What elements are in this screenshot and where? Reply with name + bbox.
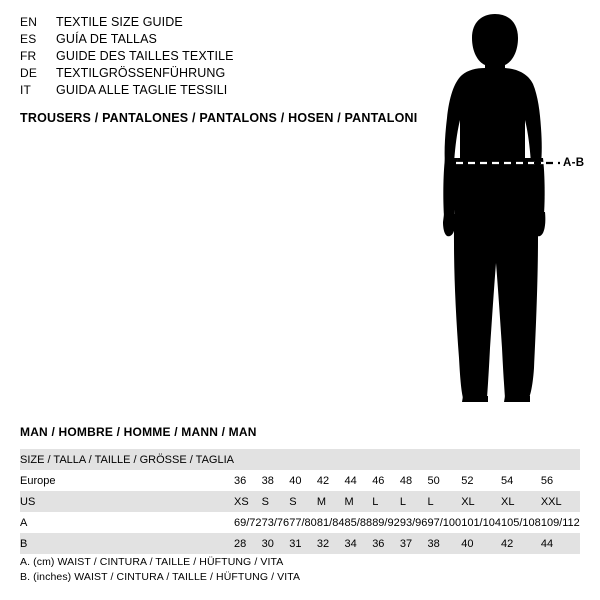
cell: 101/104	[461, 512, 501, 533]
cell: S	[289, 491, 317, 512]
language-text-fr: GUIDE DES TAILLES TEXTILE	[56, 49, 234, 63]
cell: 105/108	[501, 512, 541, 533]
man-silhouette-figure	[400, 8, 600, 408]
row-label-size: SIZE / TALLA / TAILLE / GRÖSSE / TAGLIA	[20, 449, 234, 470]
cell: 28	[234, 533, 262, 554]
cell: 73/76	[262, 512, 290, 533]
table-row	[20, 533, 580, 554]
cell: 52	[461, 470, 501, 491]
cell: 93/96	[400, 512, 428, 533]
table-row	[20, 470, 580, 491]
cell: 81/84	[317, 512, 345, 533]
row-label-europe: Europe	[20, 470, 234, 491]
size-table	[20, 449, 580, 554]
cell: L	[427, 491, 461, 512]
cell: S	[262, 491, 290, 512]
cell: 50	[427, 470, 461, 491]
language-code-fr: FR	[20, 49, 37, 63]
language-header-block	[20, 14, 380, 99]
cell: L	[400, 491, 428, 512]
language-code-es: ES	[20, 32, 37, 46]
footnote-b: B. (inches) WAIST / CINTURA / TAILLE / HÜFTUNG / VITA	[20, 571, 301, 583]
cell: 36	[234, 470, 262, 491]
language-text-en: TEXTILE SIZE GUIDE	[56, 15, 183, 29]
cell: 37	[400, 533, 428, 554]
cell	[289, 449, 317, 470]
cell: 40	[461, 533, 501, 554]
language-code-en: EN	[20, 15, 38, 29]
cell: XL	[461, 491, 501, 512]
footnote-a: A. (cm) WAIST / CINTURA / TAILLE / HÜFTUNG / VITA	[20, 556, 284, 568]
cell	[372, 449, 400, 470]
cell: 77/80	[289, 512, 317, 533]
row-label-b: B	[20, 533, 234, 554]
language-code-it: IT	[20, 83, 32, 97]
language-text-it: GUIDA ALLE TAGLIE TESSILI	[56, 83, 228, 97]
cell: 48	[400, 470, 428, 491]
category-title: TROUSERS / PANTALONES / PANTALONS / HOSEN / PANTALONI	[20, 111, 418, 125]
row-label-us: US	[20, 491, 234, 512]
cell: 109/112	[541, 512, 580, 533]
cell: 30	[262, 533, 290, 554]
table-title: MAN / HOMBRE / HOMME / MANN / MAN	[20, 425, 257, 439]
cell	[501, 449, 541, 470]
cell: 42	[501, 533, 541, 554]
cell	[262, 449, 290, 470]
cell: 69/72	[234, 512, 262, 533]
cell: M	[345, 491, 373, 512]
cell	[317, 449, 345, 470]
language-text-es: GUÍA DE TALLAS	[56, 32, 157, 46]
language-text-de: TEXTILGRÖSSENFÜHRUNG	[56, 66, 226, 80]
cell: 38	[262, 470, 290, 491]
cell	[541, 449, 580, 470]
cell: 34	[345, 533, 373, 554]
row-label-a: A	[20, 512, 234, 533]
cell: 89/92	[372, 512, 400, 533]
cell: 31	[289, 533, 317, 554]
cell: 42	[317, 470, 345, 491]
cell: 40	[289, 470, 317, 491]
table-row	[20, 491, 580, 512]
language-row-en	[20, 14, 380, 31]
footnotes	[20, 555, 300, 585]
cell: 38	[427, 533, 461, 554]
language-row-it	[20, 82, 380, 99]
language-code-de: DE	[20, 66, 38, 80]
cell: M	[317, 491, 345, 512]
table-row	[20, 512, 580, 533]
cell	[234, 449, 262, 470]
cell	[461, 449, 501, 470]
cell: L	[372, 491, 400, 512]
table-row	[20, 449, 580, 470]
cell	[427, 449, 461, 470]
language-row-es	[20, 31, 380, 48]
cell: 32	[317, 533, 345, 554]
cell: XXL	[541, 491, 580, 512]
language-row-fr	[20, 48, 380, 65]
cell: 46	[372, 470, 400, 491]
cell: 44	[541, 533, 580, 554]
cell: 56	[541, 470, 580, 491]
measurement-label-ab: A-B	[563, 157, 585, 169]
cell: XL	[501, 491, 541, 512]
language-row-de	[20, 65, 380, 82]
cell: 85/88	[345, 512, 373, 533]
cell: 44	[345, 470, 373, 491]
cell	[400, 449, 428, 470]
cell: 54	[501, 470, 541, 491]
cell: XS	[234, 491, 262, 512]
cell: 36	[372, 533, 400, 554]
cell	[345, 449, 373, 470]
cell: 97/100	[427, 512, 461, 533]
